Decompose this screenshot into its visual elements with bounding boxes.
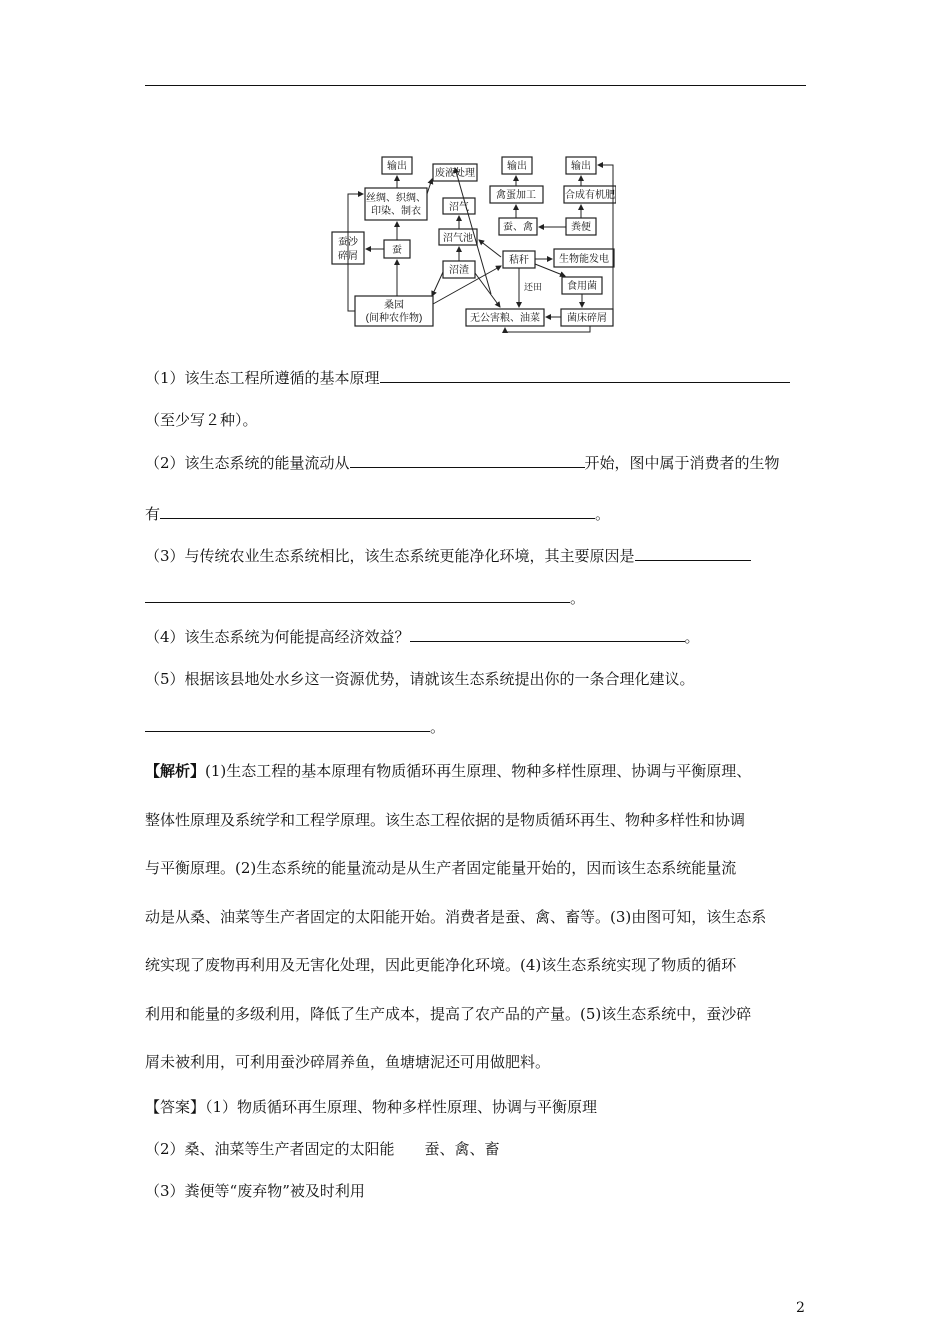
node-bioenergy-power: 生物能发电 <box>559 254 609 265</box>
node-output-2: 输出 <box>507 161 527 172</box>
q2-mid: 开始，图中属于消费者的生物 <box>584 454 780 472</box>
node-mulberry-garden-2: (间种农作物) <box>365 313 423 324</box>
header-rule <box>145 85 806 86</box>
q3-text: （3）与传统农业生态系统相比，该生态系统更能净化环境，其主要原因是 <box>145 547 635 565</box>
node-mulberry-garden-1: 桑园 <box>384 300 404 311</box>
analysis-line-2: 整体性原理及系统学和工程学原理。该生态工程依据的是物质循环再生、物种多样性和协调 <box>145 811 746 829</box>
q1-text: （1）该生态工程所遵循的基本原理 <box>145 369 380 387</box>
question-3 <box>145 546 751 566</box>
node-crops: 无公害粮、油菜 <box>470 313 540 324</box>
node-organic-fertilizer: 合成有机肥 <box>565 190 615 201</box>
node-mushroom-debris: 菌床碎屑 <box>567 313 607 324</box>
node-output-3: 输出 <box>571 161 591 172</box>
node-output-1: 输出 <box>387 161 407 172</box>
analysis-line-5: 统实现了废物再利用及无害化处理，因此更能净化环境。(4)该生态系统实现了物质的循环 <box>145 956 737 974</box>
q2-end: 。 <box>595 505 611 523</box>
question-3-cont <box>145 588 585 608</box>
analysis-text-1: (1)生态工程的基本原理有物质循环再生原理、物种多样性原理、协调与平衡原理、 <box>205 762 752 780</box>
analysis-label: 【解析】 <box>145 762 206 780</box>
q5-end: 。 <box>430 718 446 736</box>
question-5-cont <box>145 717 445 737</box>
q1-note: （至少写２种）。 <box>145 411 258 429</box>
node-edible-fungi: 食用菌 <box>567 281 597 292</box>
q2-blank-1[interactable] <box>350 453 585 468</box>
answer-line-2 <box>145 1139 500 1159</box>
analysis-line-4: 动是从桑、油菜等生产者固定的太阳能开始。消费者是蚕、禽、畜等。(3)由图可知，该生态系 <box>145 908 767 926</box>
answer-1: （1）物质循环再生原理、物种多样性原理、协调与平衡原理 <box>205 1098 598 1116</box>
q2-start: （2）该生态系统的能量流动从 <box>145 454 350 472</box>
analysis-line-3: 与平衡原理。(2)生态系统的能量流动是从生产者固定能量开始的，因而该生态系统能量流 <box>145 859 737 877</box>
analysis-line-7: 屑未被利用，可利用蚕沙碎屑养鱼，鱼塘塘泥还可用做肥料。 <box>145 1053 551 1071</box>
q4-blank[interactable] <box>410 627 685 642</box>
q4-text: （4）该生态系统为何能提高经济效益？ <box>145 628 410 646</box>
label-return-to-field: 还田 <box>523 282 543 292</box>
node-biogas: 沼气 <box>449 202 469 213</box>
q3-end: 。 <box>570 589 586 607</box>
question-1 <box>145 368 790 388</box>
node-debris-2: 碎屑 <box>338 251 358 262</box>
eco-engineering-diagram <box>330 152 616 334</box>
answer-line-1 <box>145 1097 597 1117</box>
node-biogas-digester: 沼气池 <box>443 233 473 244</box>
node-straw: 秸秆 <box>509 255 529 266</box>
q1-blank[interactable] <box>380 368 790 383</box>
q2-blank-2[interactable] <box>160 504 595 519</box>
question-2-cont <box>145 504 610 524</box>
q5-blank[interactable] <box>145 717 430 732</box>
analysis-line-1 <box>145 761 751 781</box>
node-silk-2: 印染、制衣 <box>371 206 421 217</box>
page-number: 2 <box>796 1300 805 1316</box>
q4-end: 。 <box>684 628 700 646</box>
q2-has: 有 <box>145 505 161 523</box>
node-silkworm-poultry: 蚕、禽 <box>503 222 533 233</box>
answer-label: 【答案】 <box>145 1098 206 1116</box>
question-4 <box>145 627 700 647</box>
node-manure: 粪便 <box>571 222 591 233</box>
question-5: （5）根据该县地处水乡这一资源优势，请就该生态系统提出你的一条合理化建议。 <box>145 670 695 688</box>
answer-2a: （2）桑、油菜等生产者固定的太阳能 <box>145 1140 395 1158</box>
analysis-line-6: 利用和能量的多级利用，降低了生产成本，提高了农产品的产量。(5)该生态系统中，蚕沙碎 <box>145 1005 752 1023</box>
q3-blank-2[interactable] <box>145 588 570 603</box>
answer-2b: 蚕、禽、畜 <box>424 1140 500 1158</box>
answer-line-3: （3）粪便等“废弃物”被及时利用 <box>145 1182 365 1200</box>
node-silk-1: 丝绸、织绸、 <box>366 193 426 204</box>
node-silkworm: 蚕 <box>392 245 402 256</box>
question-2 <box>145 453 780 473</box>
node-poultry-processing: 禽蛋加工 <box>496 190 536 201</box>
node-debris-1: 蚕沙 <box>338 237 358 248</box>
q3-blank-1[interactable] <box>635 546 751 561</box>
node-waste-liquid: 废液处理 <box>435 168 475 179</box>
node-residue: 沼渣 <box>449 265 469 276</box>
